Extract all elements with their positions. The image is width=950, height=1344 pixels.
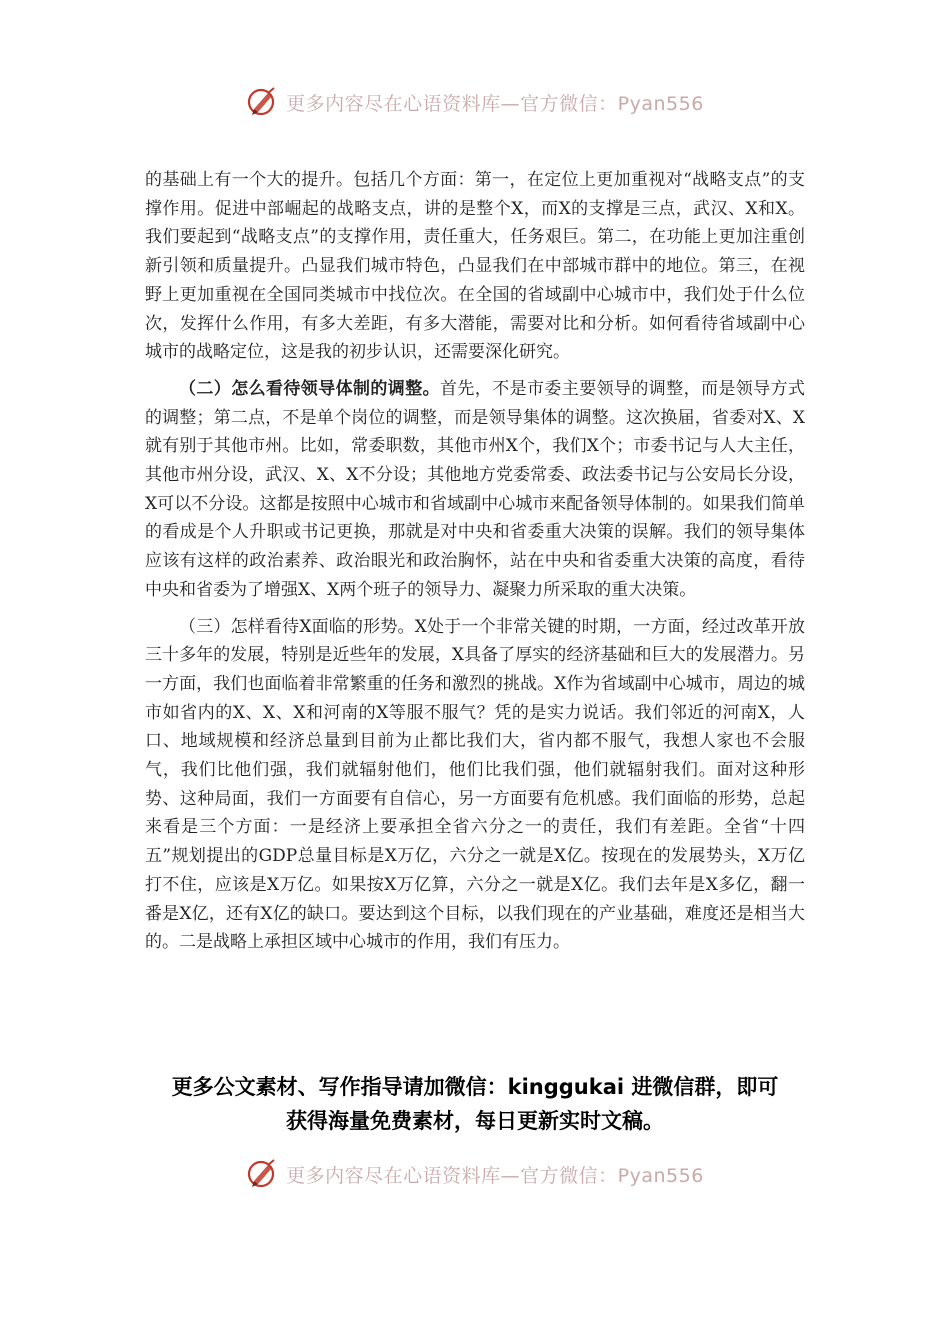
promo-line-1: 更多公文素材、写作指导请加微信：kinggukai 进微信群，即可 [171, 1075, 779, 1099]
header-banner [0, 82, 950, 122]
pen-logo-icon [246, 1157, 280, 1191]
promo-notice [120, 1070, 830, 1138]
pen-logo-icon [246, 85, 280, 119]
promo-line-2: 获得海量免费素材，每日更新实时文稿。 [286, 1109, 664, 1133]
paragraph-2 [145, 375, 805, 605]
footer-banner [0, 1154, 950, 1194]
paragraph-3: （三）怎样看待X面临的形势。X处于一个非常关键的时期，一方面，经过改革开放三十多年的发展，特别是近些年的发展，X具备了厚实的经济基础和巨大的发展潜力。另一方面，我们也面临着非常繁重的任务和激烈的挑战。X作为省域副中心城市，周边的城市如省内的X、X、X和河南的X等服不服气？凭的是实力说话。我们邻近的河南X，人口、地域规模和经济总量到目前为止都比我们大，省内都不服气，我想人家也不会服气，我们比他们强，我们就辐射他们，他们比我们强，他们就辐射我们。面对这种形势、这种局面，我们一方面要有自信心，另一方面要有危机感。我们面临的形势，总起来看是三个方面：一是经济上要承担全省六分之一的责任，我们有差距。全省“十四五”规划提出的GDP总量目标是X万亿，六分之一就是X亿。按现在的发展势头，X万亿打不住，应该是X万亿。如果按X万亿算，六分之一就是X亿。我们去年是X多亿，翻一番是X亿，还有X亿的缺口。要达到这个目标，以我们现在的产业基础，难度还是相当大的。二是战略上承担区域中心城市的作用，我们有压力。 [145, 616, 805, 953]
banner-text: 更多内容尽在心语资料库—官方微信：Pyan556 [286, 92, 704, 115]
section-heading-2: （二）怎么看待领导体制的调整。 [179, 378, 440, 399]
paragraph-1: 的基础上有一个大的提升。包括几个方面：第一，在定位上更加重视对“战略支点”的支撑作用。促进中部崛起的战略支点，讲的是整个X，而X的支撑是三点，武汉、X和X。我们要起到“战略支点”的支撑作用，责任重大，任务艰巨。第二，在功能上更加注重创新引领和质量提升。凸显我们城市特色，凸显我们在中部城市群中的地位。第三，在视野上更加重视在全国同类城市中找位次。在全国的省域副中心城市中，我们处于什么位次，发挥什么作用，有多大差距，有多大潜能，需要对比和分析。如何看待省域副中心城市的战略定位，这是我的初步认识，还需要深化研究。 [145, 170, 805, 363]
document-body [145, 166, 805, 965]
paragraph-2-body: 首先，不是市委主要领导的调整，而是领导方式的调整；第二点，不是单个岗位的调整，而是领导集体的调整。这次换届，省委对X、X就有别于其他市州。比如，常委职数，其他市州X个，我们X个；市委书记与人大主任，其他市州分设，武汉、X、X不分设；其他地方党委常委、政法委书记与公安局长分设，X可以不分设。这都是按照中心城市和省域副中心城市来配备领导体制的。如果我们简单的看成是个人升职或书记更换，那就是对中央和省委重大决策的误解。我们的领导集体应该有这样的政治素养、政治眼光和政治胸怀，站在中央和省委重大决策的高度，看待中央和省委为了增强X、X两个班子的领导力、凝聚力所采取的重大决策。 [145, 378, 805, 600]
banner-text: 更多内容尽在心语资料库—官方微信：Pyan556 [286, 1164, 704, 1187]
